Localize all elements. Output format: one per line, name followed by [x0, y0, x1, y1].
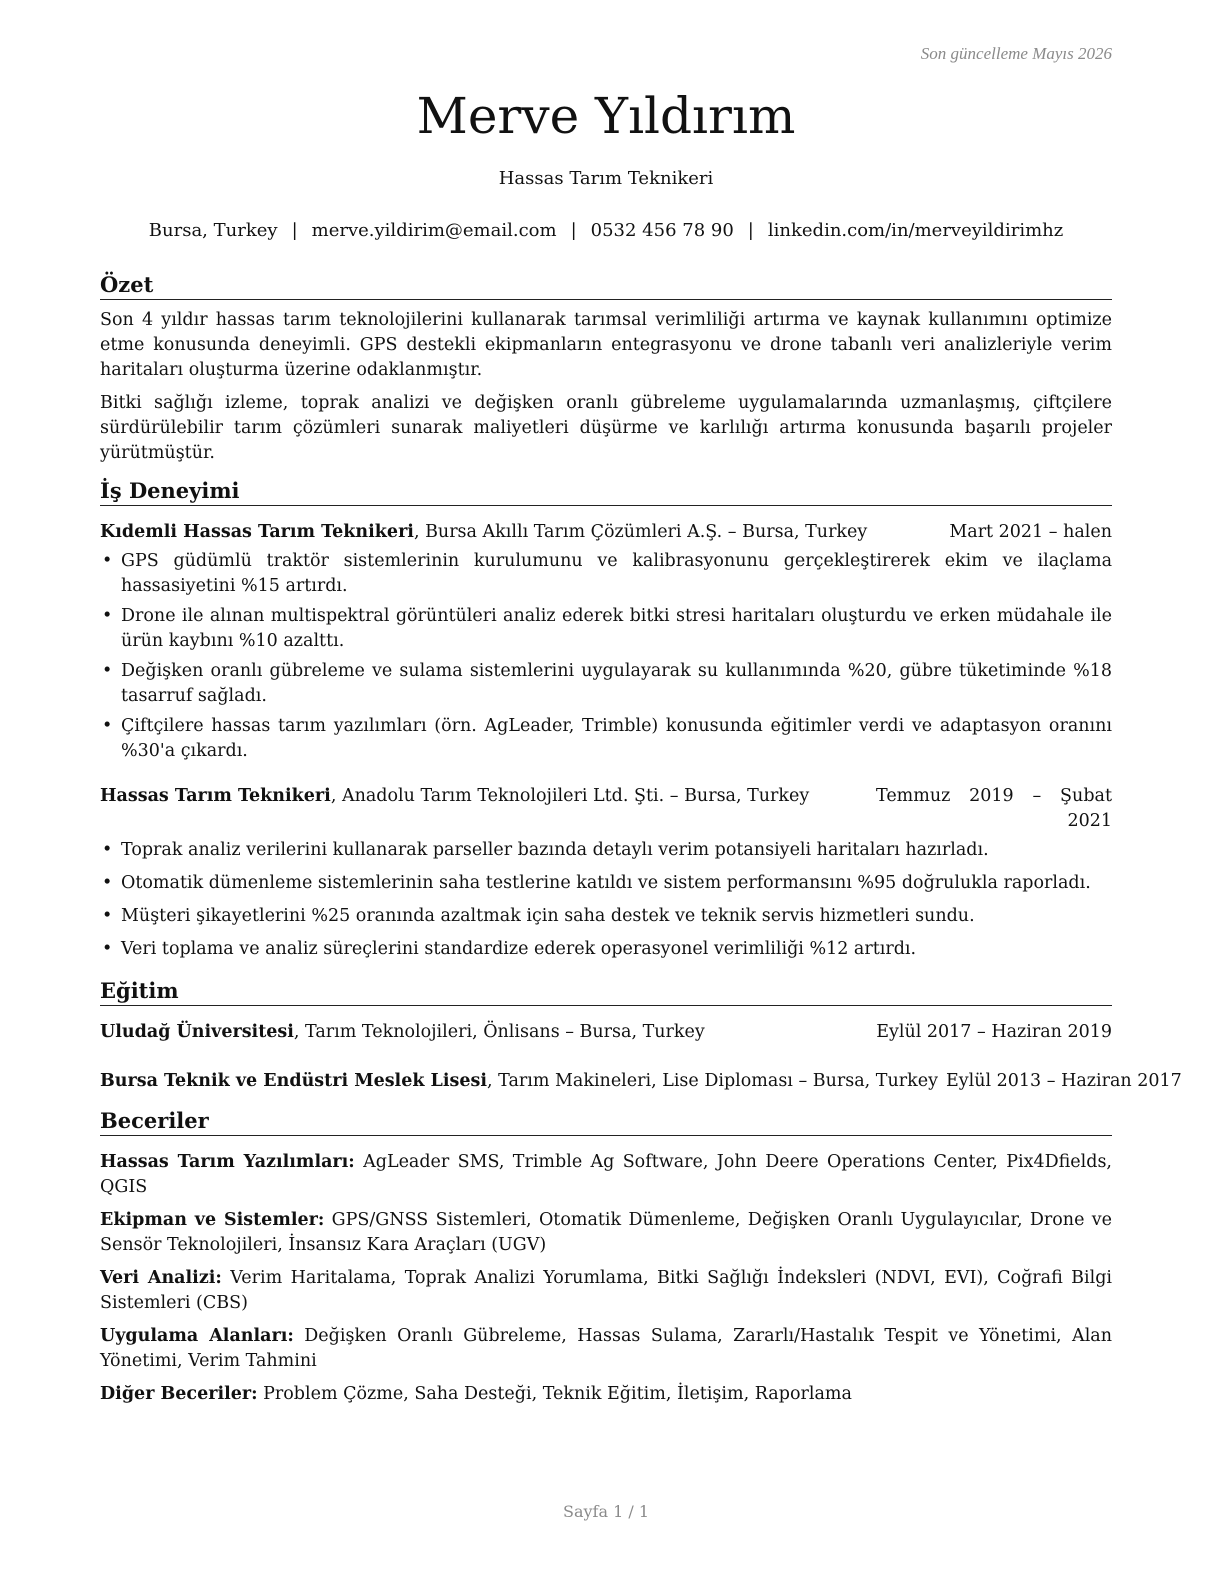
skill-group: [100, 1324, 1112, 1374]
job-bullet: • Drone ile alınan multispektral görüntüleri analiz ederek bitki stresi haritaları oluşturdu ve erken müdahale ile ürün kaybını %10 azalttı.: [100, 604, 1112, 654]
job-role: Kıdemli Hassas Tarım Teknikeri: [100, 522, 414, 542]
contact-separator: |: [747, 220, 754, 241]
contact-linkedin-link[interactable]: linkedin.com/in/merveyildirimhz: [767, 220, 1064, 241]
skill-group: [100, 1208, 1112, 1258]
education-dates: Eylül 2017 – Haziran 2019: [876, 1022, 1112, 1042]
job-bullets: [100, 838, 1112, 962]
job-bullets: [100, 549, 1112, 764]
job-bullet: • Otomatik dümenleme sistemlerinin saha testlerine katıldı ve sistem performansını %95 doğrulukla raporladı.: [100, 871, 1112, 896]
summary-paragraph: Bitki sağlığı izleme, toprak analizi ve değişken oranlı gübreleme uygulamalarında uzmanlaşmış, çiftçilere sürdürülebilir tarım çözümleri sunarak maliyetleri düşürme ve karlılığı artırma konusunda başarılı projeler yürütmüştür.: [100, 393, 1112, 463]
page-number: Sayfa 1 / 1: [562, 1502, 649, 1521]
candidate-headline: Hassas Tarım Teknikeri: [498, 168, 714, 189]
summary-heading: Özet: [100, 272, 1112, 300]
job-bullet: • Toprak analiz verilerini kullanarak parseller bazında detaylı verim potansiyeli haritaları hazırladı.: [100, 838, 1112, 863]
job-header: [100, 784, 1112, 834]
contact-line: [100, 220, 1112, 241]
job-role: Hassas Tarım Teknikeri: [100, 786, 331, 806]
education-school: Uludağ Üniversitesi: [100, 1022, 294, 1042]
skill-group: [100, 1266, 1112, 1316]
skill-group-value: AgLeader SMS, Trimble Ag Software, John Deere Operations Center, Pix4Dfields, QGIS: [100, 1152, 1112, 1197]
job-organization: , Bursa Akıllı Tarım Çözümleri A.Ş. – Bursa, Turkey: [413, 522, 868, 542]
job-bullet: • Müşteri şikayetlerini %25 oranında azaltmak için saha destek ve teknik servis hizmetleri sundu.: [100, 904, 1112, 929]
education-school: Bursa Teknik ve Endüstri Meslek Lisesi: [100, 1071, 487, 1091]
job-bullet: • Değişken oranlı gübreleme ve sulama sistemlerini uygulayarak su kullanımında %20, gübre tüketiminde %18 tasarruf sağladı.: [100, 659, 1112, 709]
education-dates: Eylül 2013 – Haziran 2017: [945, 1071, 1182, 1091]
job-bullet: • Veri toplama ve analiz süreçlerini standardize ederek operasyonel verimliliği %12 artırdı.: [100, 937, 1112, 962]
education-detail: , Tarım Makineleri, Lise Diploması – Bursa, Turkey: [487, 1071, 938, 1091]
skill-group-value: GPS/GNSS Sistemleri, Otomatik Dümenleme, Değişken Oranlı Uygulayıcılar, Drone ve Sensör Teknolojileri, İnsansız Kara Araçları (UGV): [100, 1210, 1113, 1255]
skill-group-value: Verim Haritalama, Toprak Analizi Yorumlama, Bitki Sağlığı İndeksleri (NDVI, EVI), Coğrafi Bilgi Sistemleri (CBS): [100, 1268, 1112, 1313]
skill-group-value: Değişken Oranlı Gübreleme, Hassas Sulama, Zararlı/Hastalık Tespit ve Yönetimi, Alan Yönetimi, Verim Tahmini: [100, 1326, 1112, 1371]
skills-heading: Beceriler: [100, 1108, 1112, 1136]
skill-group-label: Hassas Tarım Yazılımları:: [100, 1152, 355, 1172]
skill-group: [100, 1382, 1112, 1407]
education-detail: , Tarım Teknolojileri, Önlisans – Bursa, Turkey: [293, 1022, 705, 1042]
education-section: [100, 978, 1182, 1094]
contact-phone: 0532 456 78 90: [590, 220, 734, 241]
job-bullet: • Çiftçilere hassas tarım yazılımları (örn. AgLeader, Trimble) konusunda eğitimler verdi ve adaptasyon oranını %30'a çıkardı.: [100, 714, 1112, 764]
education-heading: Eğitim: [100, 978, 1112, 1006]
resume-content: [100, 272, 1182, 1413]
skill-group-label: Uygulama Alanları:: [100, 1326, 294, 1346]
skill-group-value: Problem Çözme, Saha Desteği, Teknik Eğitim, İletişim, Raporlama: [257, 1384, 852, 1404]
skill-group-label: Ekipman ve Sistemler:: [100, 1210, 325, 1230]
summary-section: [100, 272, 1112, 466]
skill-group-label: Veri Analizi:: [100, 1268, 222, 1288]
resume-page: [100, 0, 1182, 1584]
skill-group-label: Diğer Beceriler:: [100, 1384, 258, 1404]
job-header: [100, 520, 1112, 545]
job-dates: Mart 2021 – halen: [949, 522, 1112, 542]
contact-separator: |: [291, 220, 298, 241]
contact-email-link[interactable]: merve.yildirim@email.com: [311, 220, 557, 241]
experience-section: [100, 478, 1112, 962]
job-dates: Temmuz 2019 – Şubat 2021: [876, 786, 1112, 831]
contact-separator: |: [570, 220, 577, 241]
summary-paragraph: Son 4 yıldır hassas tarım teknolojilerini kullanarak tarımsal verimliliği artırma ve kaynak kullanımını optimize etme konusunda deneyimli. GPS destekli ekipmanların entegrasyonu ve drone tabanlı veri analizleriyle verim haritaları oluşturma üzerine odaklanmıştır.: [100, 310, 1112, 380]
experience-heading: İş Deneyimi: [100, 478, 1112, 506]
skill-group: [100, 1150, 1112, 1200]
job-organization: , Anadolu Tarım Teknolojileri Ltd. Şti. – Bursa, Turkey: [330, 786, 810, 806]
skills-section: [100, 1108, 1112, 1407]
education-entry: [100, 1020, 1112, 1045]
job-bullet: • GPS güdümlü traktör sistemlerinin kurulumunu ve kalibrasyonunu gerçekleştirerek ekim ve ilaçlama hassasiyetini %15 artırdı.: [100, 549, 1112, 599]
job-entry: [100, 784, 1112, 962]
contact-location: Bursa, Turkey: [148, 220, 278, 241]
job-entry: [100, 520, 1112, 764]
candidate-name: Merve Yıldırım: [416, 87, 796, 145]
education-entry: [100, 1069, 1182, 1094]
last-updated-note: Son güncelleme Mayıs 2026: [920, 44, 1112, 63]
